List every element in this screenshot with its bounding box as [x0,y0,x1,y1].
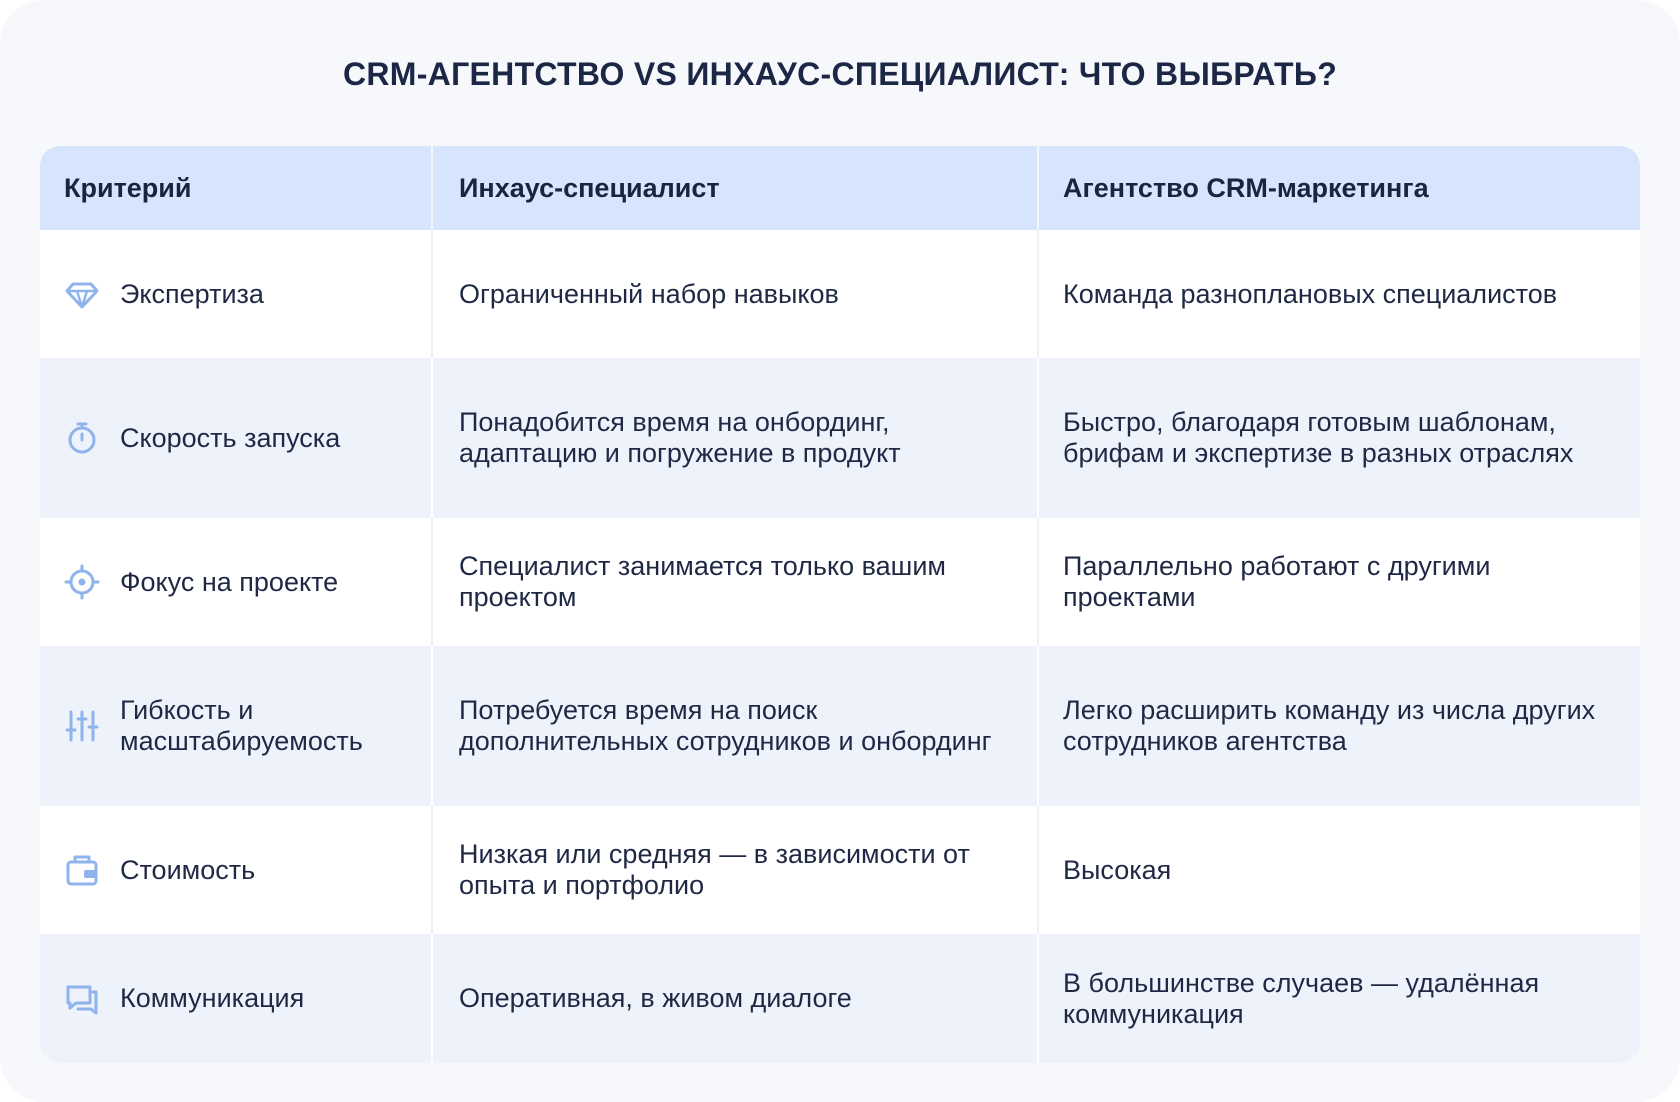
stopwatch-icon [64,420,100,456]
inhouse-cell: Понадобится время на онбординг, адаптацию и погружение в продукт [431,358,1037,518]
criterion-cell [40,934,431,1063]
criterion-label: Экспертиза [120,278,264,309]
table-row [40,806,1640,934]
agency-cell: В большинстве случаев — удалённая коммуникация [1037,934,1640,1063]
inhouse-cell: Низкая или средняя — в зависимости от опыта и портфолио [431,806,1037,934]
agency-cell: Легко расширить команду из числа других сотрудников агентства [1037,646,1640,806]
agency-cell: Команда разноплановых специалистов [1037,230,1640,358]
criterion-label: Коммуникация [120,983,305,1013]
table-row [40,230,1640,358]
table-row [40,646,1640,806]
criterion-cell [40,806,431,934]
criterion-label: Скорость запуска [120,422,341,453]
header-criterion: Критерий [40,146,431,230]
table-header-row [40,146,1640,230]
criterion-label: Гибкость и масштабируемость [120,695,363,756]
inhouse-cell: Потребуется время на поиск дополнительных сотрудников и онбординг [431,646,1037,806]
table-row [40,518,1640,646]
target-icon [64,564,100,600]
agency-cell: Быстро, благодаря готовым шаблонам, брифам и экспертизе в разных отраслях [1037,358,1640,518]
comparison-table [40,146,1640,1063]
agency-cell: Параллельно работают с другими проектами [1037,518,1640,646]
inhouse-cell: Ограниченный набор навыков [431,230,1037,358]
diamond-icon [64,276,100,312]
criterion-cell [40,230,431,358]
sliders-icon [64,708,100,744]
header-inhouse: Инхаус-специалист [431,146,1037,230]
criterion-label: Стоимость [120,854,256,885]
criterion-cell [40,646,431,806]
criterion-cell [40,518,431,646]
chat-icon [64,981,100,1017]
inhouse-cell: Специалист занимается только вашим проектом [431,518,1037,646]
header-agency: Агентство CRM-маркетинга [1037,146,1640,230]
table-row [40,934,1640,1063]
inhouse-cell: Оперативная, в живом диалоге [431,934,1037,1063]
criterion-label: Фокус на проекте [120,566,339,597]
agency-cell: Высокая [1037,806,1640,934]
criterion-cell [40,358,431,518]
table-row [40,358,1640,518]
page-title: CRM-АГЕНТСТВО VS ИНХАУС-СПЕЦИАЛИСТ: ЧТО ВЫБРАТЬ? [342,56,1338,92]
wallet-icon [64,852,100,888]
